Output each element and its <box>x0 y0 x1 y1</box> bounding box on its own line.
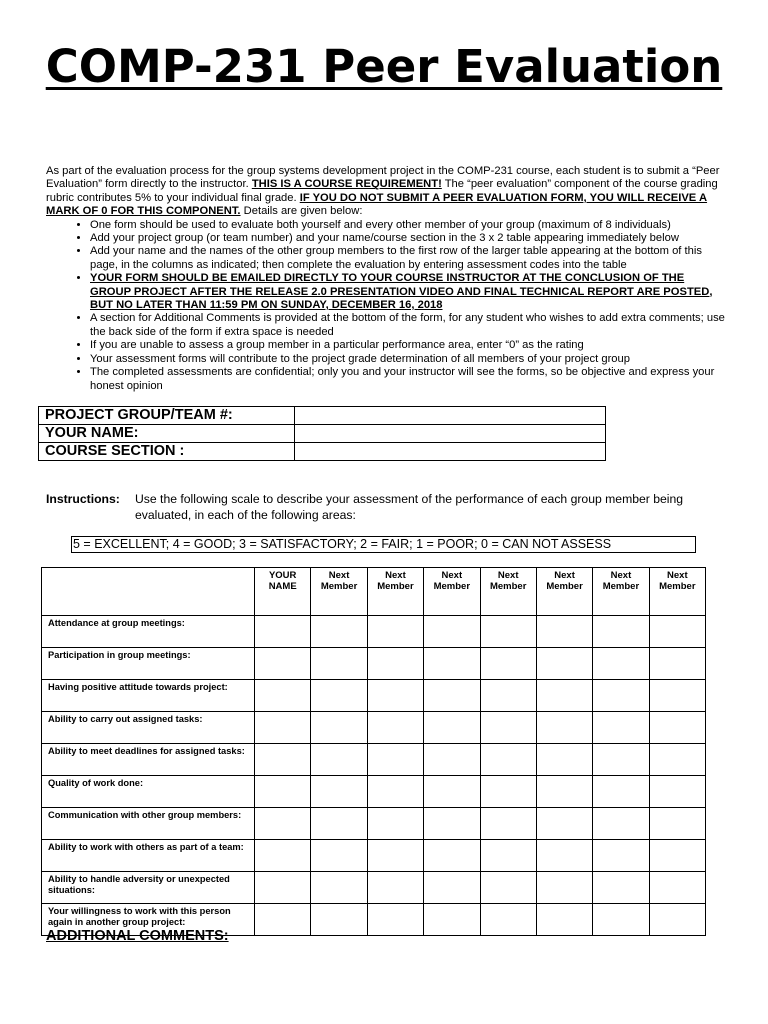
rating-cell[interactable] <box>536 840 592 872</box>
column-header-next-member <box>480 568 536 616</box>
rating-cell[interactable] <box>367 872 423 904</box>
criteria-label: Quality of work done: <box>42 776 255 808</box>
criteria-label: Ability to carry out assigned tasks: <box>42 712 255 744</box>
criteria-label: Attendance at group meetings: <box>42 616 255 648</box>
rating-cell[interactable] <box>367 616 423 648</box>
rating-cell[interactable] <box>424 680 480 712</box>
rating-cell[interactable] <box>480 712 536 744</box>
rating-cell[interactable] <box>593 616 649 648</box>
column-header-next-member <box>536 568 592 616</box>
rating-cell[interactable] <box>649 712 705 744</box>
rating-cell[interactable] <box>424 712 480 744</box>
criteria-row <box>42 680 706 712</box>
criteria-row <box>42 776 706 808</box>
rating-cell[interactable] <box>593 648 649 680</box>
info-row <box>39 425 606 443</box>
details-item: • YOUR FORM SHOULD BE EMAILED DIRECTLY TO YOUR COURSE INSTRUCTOR AT THE CONCLUSION OF THE GROUP PROJECT AFTER THE RELEASE 2.0 PRESENTATION VIDEO AND FINAL TECHNICAL REPORT ARE POSTED, BUT NO LATER THAN 11:59 PM ON SUNDAY, DECEMBER 16, 2018 <box>90 272 726 312</box>
rating-cell[interactable] <box>311 872 367 904</box>
rating-cell[interactable] <box>649 680 705 712</box>
column-header-line: Next <box>441 570 463 581</box>
rating-cell[interactable] <box>593 680 649 712</box>
rating-cell[interactable] <box>593 840 649 872</box>
rating-cell[interactable] <box>311 776 367 808</box>
rating-cell[interactable] <box>649 808 705 840</box>
criteria-label: Ability to handle adversity or unexpected situations: <box>42 872 255 904</box>
column-header-line: Next <box>554 570 575 581</box>
rating-cell[interactable] <box>255 904 311 936</box>
criteria-row <box>42 712 706 744</box>
criteria-row <box>42 872 706 904</box>
group-label: PROJECT GROUP/TEAM #: <box>39 407 295 425</box>
rating-cell[interactable] <box>424 808 480 840</box>
rating-cell[interactable] <box>367 776 423 808</box>
details-item: • Add your name and the names of the other group members to the first row of the larger table appearing at the bottom of this page, in the columns as indicated; then complete the evaluation by entering assessment codes into the table <box>90 245 726 272</box>
section-field[interactable] <box>295 443 606 461</box>
rating-cell[interactable] <box>255 680 311 712</box>
rating-cell[interactable] <box>649 904 705 936</box>
info-row <box>39 443 606 461</box>
column-header-line: Next <box>497 570 519 581</box>
rating-cell[interactable] <box>480 904 536 936</box>
criteria-label: Having positive attitude towards project: <box>42 680 255 712</box>
rating-cell[interactable] <box>480 808 536 840</box>
column-header-line: NAME <box>268 581 297 592</box>
intro-text: Details are given below: <box>240 205 363 218</box>
rating-cell[interactable] <box>649 648 705 680</box>
rating-cell[interactable] <box>367 680 423 712</box>
rating-cell[interactable] <box>367 744 423 776</box>
rating-cell[interactable] <box>593 904 649 936</box>
rating-cell[interactable] <box>255 712 311 744</box>
rating-scale: 5 = EXCELLENT; 4 = GOOD; 3 = SATISFACTORY; 2 = FAIR; 1 = POOR; 0 = CAN NOT ASSESS <box>71 536 696 553</box>
details-item: • A section for Additional Comments is provided at the bottom of the form, for any student who wishes to add extra comments; use the back side of the form if extra space is needed <box>90 312 726 339</box>
intro-text: The “peer evaluation” component of the course grading rubric contributes 5% to your individual final grade. <box>46 178 718 204</box>
column-header-line: Member <box>546 581 583 592</box>
details-item: • If you are unable to assess a group member in a particular performance area, enter “0” as the rating <box>90 339 726 352</box>
rating-cell[interactable] <box>593 872 649 904</box>
instructions-text: Use the following scale to describe your assessment of the performance of each group member being evaluated, in each of the following areas: <box>135 492 684 522</box>
rating-cell[interactable] <box>480 840 536 872</box>
group-field[interactable] <box>295 407 606 425</box>
rating-cell[interactable] <box>311 712 367 744</box>
rating-cell[interactable] <box>480 744 536 776</box>
rating-cell[interactable] <box>649 616 705 648</box>
rating-cell[interactable] <box>593 808 649 840</box>
column-header-line: Member <box>320 581 358 592</box>
details-list <box>46 219 726 393</box>
intro-text: As part of the evaluation process for the group systems development project in the COMP-231 course, each student is to submit a “Peer Evaluation” form directly to the instructor. <box>46 165 720 191</box>
rating-cell[interactable] <box>311 648 367 680</box>
header-row <box>42 568 706 616</box>
rating-cell[interactable] <box>593 744 649 776</box>
criteria-row <box>42 616 706 648</box>
rating-cell[interactable] <box>536 616 592 648</box>
column-header-line: Next <box>667 570 688 581</box>
rating-cell[interactable] <box>480 648 536 680</box>
rating-cell[interactable] <box>367 808 423 840</box>
rating-cell[interactable] <box>424 776 480 808</box>
instructions-label: Instructions: <box>46 492 120 506</box>
criteria-label: Ability to meet deadlines for assigned tasks: <box>42 744 255 776</box>
rating-cell[interactable] <box>255 744 311 776</box>
rating-cell[interactable] <box>255 872 311 904</box>
details-item: • The completed assessments are confidential; only you and your instructor will see the forms, so be objective and express your honest opinion <box>90 366 726 393</box>
rating-cell[interactable] <box>649 872 705 904</box>
mark-warning: IF YOU DO NOT SUBMIT A PEER EVALUATION FORM, YOU WILL RECEIVE A MARK OF 0 FOR THIS COMPONENT. <box>46 191 708 218</box>
rating-cell[interactable] <box>367 904 423 936</box>
page-title: COMP-231 Peer Evaluation <box>45 40 723 93</box>
column-header-line: Member <box>602 581 640 592</box>
details-item: • Add your project group (or team number) and your name/course section in the 3 x 2 table appearing immediately below <box>90 232 726 245</box>
column-header-line: Member <box>433 581 471 592</box>
column-header-next-member <box>649 568 705 616</box>
column-header-line: YOUR <box>268 570 297 581</box>
intro-section <box>46 165 726 393</box>
rating-cell[interactable] <box>255 776 311 808</box>
column-header-next-member <box>311 568 367 616</box>
rating-cell[interactable] <box>255 648 311 680</box>
criteria-row <box>42 840 706 872</box>
rating-cell[interactable] <box>367 712 423 744</box>
rating-cell[interactable] <box>536 776 592 808</box>
rating-cell[interactable] <box>255 616 311 648</box>
rating-cell[interactable] <box>649 744 705 776</box>
criteria-row <box>42 744 706 776</box>
column-header-line: Next <box>610 570 632 581</box>
rating-cell[interactable] <box>255 808 311 840</box>
rating-cell[interactable] <box>255 840 311 872</box>
rating-cell[interactable] <box>424 616 480 648</box>
rating-cell[interactable] <box>480 680 536 712</box>
details-item: • One form should be used to evaluate both yourself and every other member of your group (maximum of 8 individuals) <box>90 219 726 232</box>
column-header-line: Member <box>659 581 696 592</box>
student-info-table <box>38 406 606 461</box>
intro-paragraph <box>46 165 726 219</box>
column-header-next-member <box>593 568 649 616</box>
rating-cell[interactable] <box>480 872 536 904</box>
rating-cell[interactable] <box>536 904 592 936</box>
rating-cell[interactable] <box>536 744 592 776</box>
rating-cell[interactable] <box>480 616 536 648</box>
column-header-next-member <box>424 568 480 616</box>
name-field[interactable] <box>295 425 606 443</box>
rating-cell[interactable] <box>649 840 705 872</box>
evaluation-table <box>41 567 706 936</box>
additional-comments-heading: ADDITIONAL COMMENTS: <box>46 928 229 944</box>
rating-cell[interactable] <box>536 680 592 712</box>
rating-cell[interactable] <box>367 840 423 872</box>
rating-cell[interactable] <box>480 776 536 808</box>
rating-cell[interactable] <box>311 840 367 872</box>
rating-cell[interactable] <box>536 808 592 840</box>
rating-cell[interactable] <box>424 648 480 680</box>
rating-cell[interactable] <box>311 744 367 776</box>
criteria-header <box>42 568 255 616</box>
criteria-label: Communication with other group members: <box>42 808 255 840</box>
rating-cell[interactable] <box>367 648 423 680</box>
criteria-label: Participation in group meetings: <box>42 648 255 680</box>
criteria-row <box>42 648 706 680</box>
requirement-notice: THIS IS A COURSE REQUIREMENT! <box>251 178 442 191</box>
criteria-label: Your willingness to work with this person again in another group project: <box>42 904 255 936</box>
rating-cell[interactable] <box>424 744 480 776</box>
criteria-label: Ability to work with others as part of a team: <box>42 840 255 872</box>
column-header-next-member <box>367 568 423 616</box>
rating-cell[interactable] <box>311 808 367 840</box>
section-label: COURSE SECTION : <box>39 443 295 461</box>
rating-cell[interactable] <box>424 872 480 904</box>
rating-cell[interactable] <box>536 872 592 904</box>
column-header-line: Next <box>328 570 350 581</box>
rating-cell[interactable] <box>593 712 649 744</box>
rating-cell[interactable] <box>593 776 649 808</box>
criteria-row <box>42 808 706 840</box>
rating-cell[interactable] <box>424 904 480 936</box>
rating-cell[interactable] <box>311 616 367 648</box>
details-item: • Your assessment forms will contribute to the project grade determination of all members of your project group <box>90 353 726 366</box>
rating-cell[interactable] <box>311 680 367 712</box>
column-header-line: Member <box>377 581 414 592</box>
column-header-line: Member <box>489 581 527 592</box>
rating-cell[interactable] <box>311 904 367 936</box>
name-label: YOUR NAME: <box>39 425 295 443</box>
column-header-line: Next <box>385 570 406 581</box>
rating-cell[interactable] <box>536 648 592 680</box>
info-row <box>39 407 606 425</box>
rating-cell[interactable] <box>649 776 705 808</box>
column-header-your-name <box>255 568 311 616</box>
rating-cell[interactable] <box>424 840 480 872</box>
rating-cell[interactable] <box>536 712 592 744</box>
